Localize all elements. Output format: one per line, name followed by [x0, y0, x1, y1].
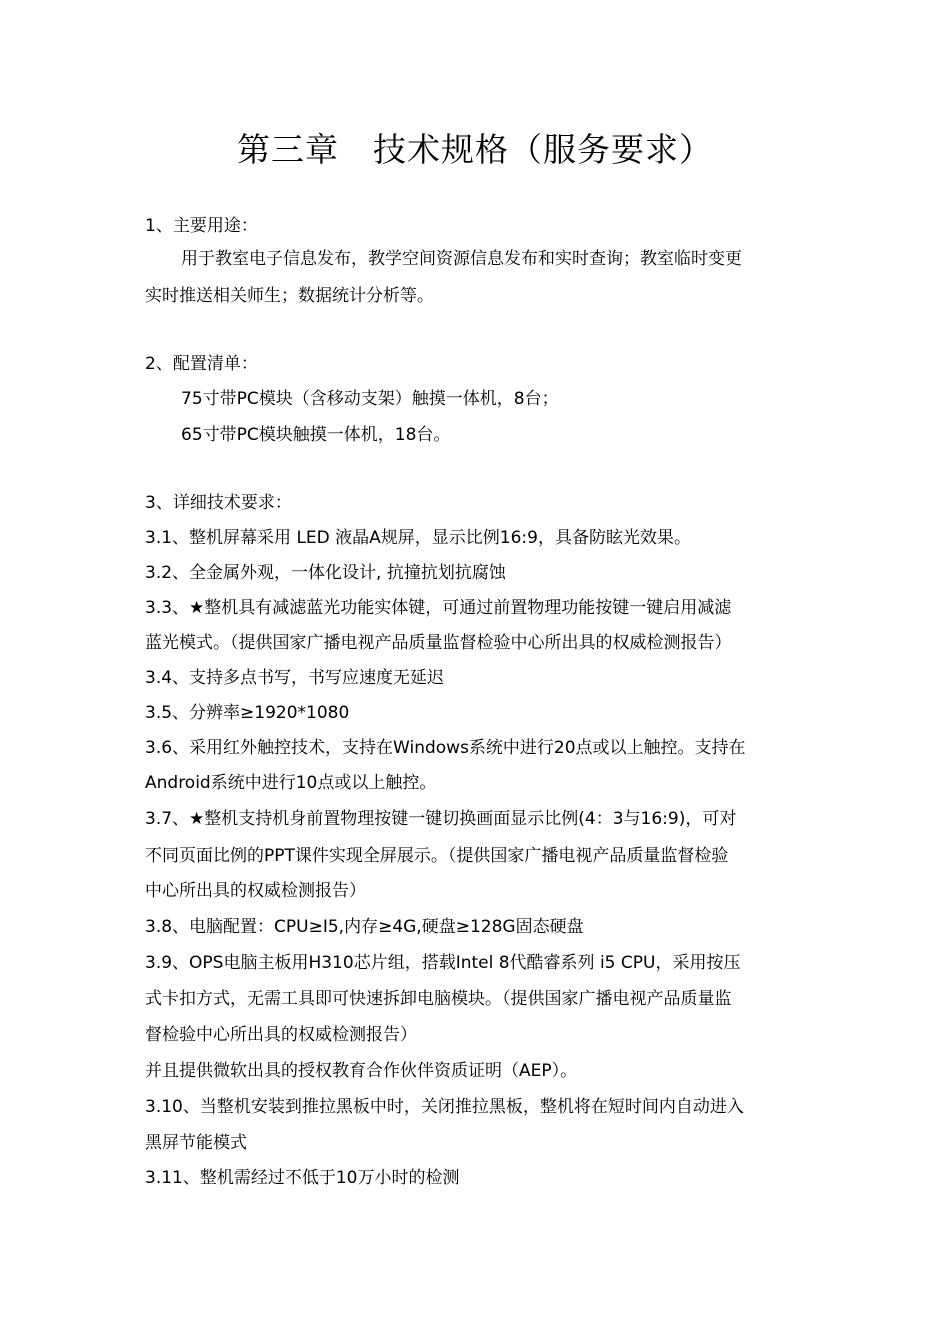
- requirement-line: 3.6、采用红外触控技术，支持在Windows系统中进行20点或以上触控。支持在: [145, 738, 746, 758]
- requirement-line: 3.8、电脑配置：CPU≥I5,内存≥4G,硬盘≥128G固态硬盘: [145, 917, 584, 937]
- requirement-line: Android系统中进行10点或以上触控。: [145, 773, 437, 793]
- requirement-line: 3.7、★整机支持机身前置物理按键一键切换画面显示比例(4：3与16:9)，可对: [145, 809, 737, 829]
- requirement-line: 督检验中心所出具的权威检测报告）: [145, 1025, 417, 1045]
- paragraph-line: 用于教室电子信息发布，教学空间资源信息发布和实时查询；教室临时变更: [181, 249, 742, 269]
- requirement-line: 3.10、当整机安装到推拉黑板中时，关闭推拉黑板，整机将在短时间内自动进入: [145, 1097, 744, 1117]
- section-heading-config: 2、配置清单：: [145, 354, 258, 374]
- requirement-line: 式卡扣方式，无需工具即可快速拆卸电脑模块。（提供国家广播电视产品质量监: [145, 989, 732, 1009]
- section-heading-requirements: 3、详细技术要求：: [145, 493, 292, 513]
- chapter-title: 第三章 技术规格（服务要求）: [237, 130, 713, 169]
- requirement-line: 3.3、★整机具有减滤蓝光功能实体键，可通过前置物理功能按键一键启用减滤: [145, 598, 732, 618]
- requirement-line: 中心所出具的权威检测报告）: [145, 881, 366, 901]
- requirement-line: 3.1、整机屏幕采用 LED 液晶A规屏，显示比例16:9，具备防眩光效果。: [145, 528, 691, 548]
- paragraph-line: 实时推送相关师生；数据统计分析等。: [145, 286, 434, 306]
- requirement-line: 蓝光模式。（提供国家广播电视产品质量监督检验中心所出具的权威检测报告）: [145, 633, 732, 653]
- requirement-line: 3.9、OPS电脑主板用H310芯片组，搭载Intel 8代酷睿系列 i5 CPU，采用按压: [145, 953, 741, 973]
- requirement-line: 3.4、支持多点书写，书写应速度无延迟: [145, 668, 445, 688]
- section-heading-purpose: 1、主要用途：: [145, 216, 258, 236]
- requirement-line: 并且提供微软出具的授权教育合作伙伴资质证明（AEP）。: [145, 1061, 578, 1081]
- config-item: 75寸带PC模块（含移动支架）触摸一体机，8台；: [181, 389, 559, 409]
- requirement-line: 黑屏节能模式: [145, 1133, 247, 1153]
- requirement-line: 3.11、整机需经过不低于10万小时的检测: [145, 1168, 460, 1188]
- requirement-line: 不同页面比例的PPT课件实现全屏展示。（提供国家广播电视产品质量监督检验: [145, 846, 729, 866]
- requirement-line: 3.2、全金属外观，一体化设计, 抗撞抗划抗腐蚀: [145, 563, 506, 583]
- requirement-line: 3.5、分辨率≥1920*1080: [145, 703, 350, 723]
- config-item: 65寸带PC模块触摸一体机，18台。: [181, 425, 451, 445]
